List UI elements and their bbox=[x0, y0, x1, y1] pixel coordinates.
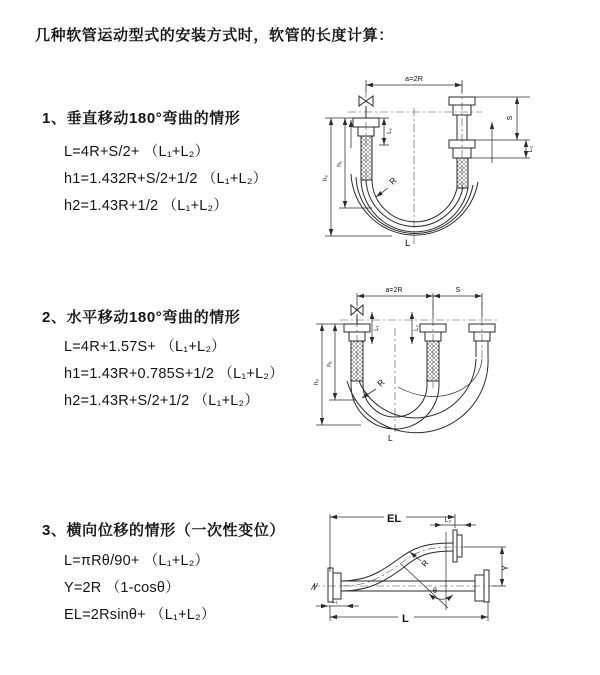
left-pipe bbox=[353, 96, 379, 180]
section-1-formula-3: h2=1.43R+1/2 （L₁+L₂） bbox=[64, 198, 229, 214]
section-2-formula-3: h2=1.43R+S/2+1/2 （L₁+L₂） bbox=[64, 393, 260, 409]
dim-label-l1: L₁ bbox=[374, 325, 380, 331]
dim-label-h1: h₁ bbox=[336, 161, 343, 167]
dim-label-l: L bbox=[405, 238, 411, 249]
section-1-formula-1: L=4R+S/2+ （L₁+L₂） bbox=[64, 144, 210, 160]
diagram-labels bbox=[322, 74, 534, 249]
dim-label-h1: h₁ bbox=[326, 361, 333, 367]
dim-label-r: R bbox=[419, 558, 431, 569]
dim-label-h2: h₂ bbox=[313, 378, 320, 386]
radius-leader bbox=[376, 188, 388, 197]
dim-label-l: L bbox=[388, 433, 393, 443]
braid-section bbox=[457, 158, 468, 188]
dimension-lines bbox=[316, 514, 506, 621]
braid-section bbox=[427, 341, 439, 381]
dim-label-l1: L₁ bbox=[386, 128, 393, 134]
hose-curves bbox=[347, 357, 488, 433]
section-2-heading: 2、水平移动180°弯曲的情形 bbox=[42, 309, 241, 326]
section-1-heading: 1、垂直移动180°弯曲的情形 bbox=[42, 110, 241, 127]
dim-label-l2: L₂ bbox=[527, 145, 534, 153]
dim-label-theta: θ bbox=[433, 588, 437, 595]
dim-label-s: S bbox=[507, 115, 514, 121]
diagram-lateral-displacement bbox=[302, 502, 600, 672]
dim-label-r: R bbox=[375, 377, 387, 389]
dim-label-a2r: a=2R bbox=[385, 287, 403, 294]
diagram-vertical-180-bend bbox=[312, 68, 592, 258]
middle-pipe bbox=[420, 324, 446, 381]
dim-label-y: Y bbox=[500, 565, 510, 571]
left-flange bbox=[328, 568, 341, 602]
page-title: 几种软管运动型式的安装方式时，软管的长度计算： bbox=[35, 27, 394, 44]
section-3-formula-3: EL=2Rsinθ+ （L₁+L₂） bbox=[64, 607, 216, 623]
right-pipe bbox=[449, 97, 475, 188]
dim-label-h2: h₂ bbox=[322, 174, 329, 182]
centerlines bbox=[340, 302, 498, 434]
braid-section bbox=[361, 136, 372, 180]
dim-label-a2r: a=2R bbox=[404, 74, 424, 83]
section-1-formula-2: h1=1.432R+S/2+1/2 （L₁+L₂） bbox=[64, 171, 268, 187]
dim-label-l1: L₁ bbox=[332, 598, 338, 605]
dim-label-l2: L₂ bbox=[444, 517, 452, 524]
dim-label-s: S bbox=[455, 287, 461, 294]
section-3-formula-2: Y=2R （1-cosθ） bbox=[64, 580, 180, 596]
upper-right-flange bbox=[453, 530, 462, 562]
dim-label-l: L bbox=[402, 613, 409, 625]
left-pipe bbox=[344, 305, 370, 381]
dim-label-l2: L₂ bbox=[414, 325, 420, 331]
diagram-horizontal-180-bend bbox=[306, 282, 600, 477]
dimension-lines bbox=[316, 293, 482, 425]
section-3-formula-1: L=πRθ/90+ （L₁+L₂） bbox=[64, 553, 210, 569]
section-2-formula-1: L=4R+1.57S+ （L₁+L₂） bbox=[64, 339, 226, 355]
dimension-lines bbox=[325, 80, 530, 236]
diagram-labels bbox=[332, 513, 510, 625]
s-curve-hose bbox=[341, 543, 453, 591]
break-mark bbox=[311, 583, 318, 590]
section-3-heading: 3、横向位移的情形（一次性变位） bbox=[42, 522, 285, 539]
dim-label-r: R bbox=[387, 175, 399, 187]
dim-label-el: EL bbox=[387, 513, 402, 525]
braid-section bbox=[351, 341, 363, 381]
section-2-formula-2: h1=1.43R+0.785S+1/2 （L₁+L₂） bbox=[64, 366, 284, 382]
